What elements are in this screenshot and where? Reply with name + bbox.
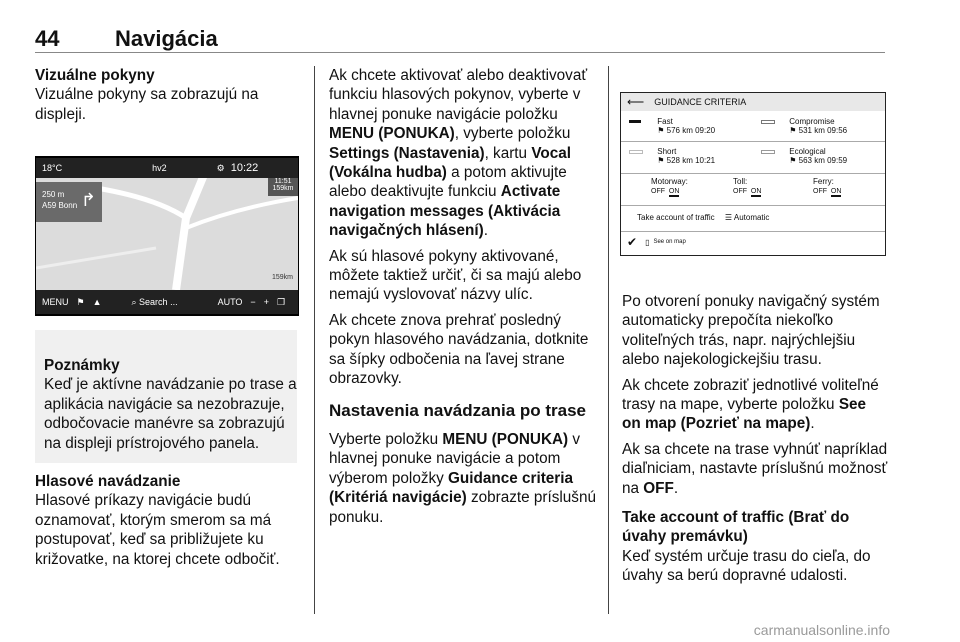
zoom-out-icon[interactable]: − <box>250 297 256 307</box>
page-header <box>35 26 218 52</box>
toll-toggle[interactable]: OFF ON <box>733 188 762 195</box>
heading-visual: Vizuálne pokyny <box>35 67 155 84</box>
motorway-option[interactable] <box>651 177 688 195</box>
route-short-info: ⚑ 528 km 10:21 <box>657 156 716 165</box>
zoom-in-icon[interactable]: + <box>263 297 269 307</box>
route-short-label: Short <box>657 147 677 156</box>
eta-time: 11:51 <box>274 178 292 185</box>
turn-right-icon: ↱ <box>80 190 96 210</box>
layers-icon[interactable]: ❐ <box>276 296 286 307</box>
compass-icon[interactable]: ▲ <box>92 297 102 307</box>
map-icon: ▯ <box>645 237 650 247</box>
note <box>44 356 298 453</box>
remaining-distance: 159km <box>272 274 294 281</box>
gc-bottom-bar <box>627 235 686 249</box>
heading-route-settings: Nastavenia navádzania po trase <box>329 400 587 420</box>
column-3 <box>622 292 888 592</box>
note-text: Keď je aktívne navádzanie po trase a aplikácia navigácie sa nezobrazuje, odbočovacie manévre sa zobrazujú na displeji prístrojového panela. <box>44 376 297 452</box>
gear-icon[interactable]: ⚙ <box>216 162 225 173</box>
turn-distance: 250 m <box>42 190 65 199</box>
divider-1 <box>621 141 885 142</box>
route-compromise-line-icon <box>761 120 775 124</box>
para-traffic: Keď systém určuje trasu do cieľa, do úvahy sa berú dopravné udalosti. <box>622 547 871 585</box>
route-fast-label: Fast <box>657 117 673 126</box>
note-title: Poznámky <box>44 357 120 374</box>
traffic-label: Take account of traffic <box>637 213 715 222</box>
page-number: 44 <box>35 26 60 51</box>
para-activate: Ak chcete aktivovať alebo deaktivovať funkciu hlasových pokynov, vyberte v hlavnej ponuke navigácie položku MENU (PONUKA), vyberte položku Settings (Nastavenia), kartu Vocal (Vokálna hudba) a potom aktivujte alebo deaktivujte funkciu Activate navigation messages (Aktivácia navigačných hlásení). <box>329 67 588 240</box>
voice-section <box>35 472 307 569</box>
eta-distance: 159km <box>272 185 294 192</box>
column-2 <box>329 66 597 533</box>
zoom-auto[interactable]: AUTO <box>217 297 243 307</box>
route-fast-info: ⚑ 576 km 09:20 <box>657 126 716 135</box>
ferry-toggle[interactable]: OFF ON <box>813 188 842 195</box>
para-replay: Ak chcete znova prehrať posledný pokyn hlasového navádzania, dotknite sa šípky odbočenia na ľavej strane obrazovky. <box>329 311 589 388</box>
route-ecological-info: ⚑ 563 km 09:59 <box>789 156 848 165</box>
hv2-label: hv2 <box>152 163 167 173</box>
section-title: Navigácia <box>115 26 218 51</box>
para-recalculate: Po otvorení ponuky navigačný systém automaticky prepočíta niekoľko voliteľných trás, napr. najrýchlejšiu alebo najekologickejšiu trasu. <box>622 293 880 369</box>
menu-button[interactable]: MENU <box>42 297 69 307</box>
route-fast[interactable] <box>629 117 749 135</box>
divider-3 <box>621 205 885 206</box>
traffic-option[interactable] <box>637 213 769 222</box>
para-avoid: Ak sa chcete na trase vyhnúť napríklad diaľniciam, nastavte príslušnú možnosť na OFF. <box>622 440 888 497</box>
guidance-criteria-screen <box>620 92 886 256</box>
gc-title: GUIDANCE CRITERIA <box>654 97 747 107</box>
route-ecological[interactable] <box>761 147 881 165</box>
watermark: carmanualsonline.info <box>753 622 890 638</box>
confirm-check-icon[interactable]: ✔ <box>627 235 638 249</box>
ferry-option[interactable] <box>813 177 841 195</box>
para-guidance: Vyberte položku MENU (PONUKA) v hlavnej ponuke navigácie a potom výberom položky Guidance criteria (Kritériá navigácie) zobrazte príslušnú ponuku. <box>329 430 596 526</box>
column-divider-2 <box>608 66 609 614</box>
column-divider-1 <box>314 66 315 614</box>
route-compromise-label: Compromise <box>789 117 835 126</box>
temperature: 18°C <box>42 163 63 173</box>
gc-title-bar <box>621 93 885 111</box>
header-rule <box>35 52 885 53</box>
search-button[interactable]: ⌕ Search ... <box>131 296 178 307</box>
turn-road: A59 Bonn <box>42 201 78 210</box>
see-on-map-button[interactable]: See on map <box>653 239 686 245</box>
route-ecological-label: Ecological <box>789 147 826 156</box>
para-visual: Vizuálne pokyny sa zobrazujú na displeji. <box>35 86 259 123</box>
route-fast-line-icon <box>629 120 641 123</box>
toll-label: Toll: <box>733 177 748 186</box>
back-arrow-icon[interactable]: ⟵ <box>627 95 645 109</box>
traffic-value: Automatic <box>733 213 770 222</box>
flag-icon[interactable]: ⚑ <box>76 296 85 307</box>
eta-box <box>268 178 298 196</box>
screen1-bottom-bar <box>36 290 298 314</box>
column-1 <box>35 66 303 124</box>
toll-option[interactable] <box>733 177 761 195</box>
para-voice: Hlasové príkazy navigácie budú oznamovať, ktorým smerom sa má postupovať, keď sa približujete ku križovatke, na ktorej chcete odbočiť. <box>35 492 280 568</box>
motorway-toggle[interactable]: OFF ON <box>651 188 680 195</box>
list-icon: ☰ <box>724 213 733 222</box>
route-short[interactable] <box>629 147 749 165</box>
divider-2 <box>621 173 885 174</box>
heading-traffic: Take account of traffic (Brať do úvahy premávku) <box>622 509 850 546</box>
route-short-line-icon <box>629 150 643 154</box>
route-ecological-line-icon <box>761 150 775 154</box>
heading-voice: Hlasové navádzanie <box>35 473 181 490</box>
divider-4 <box>621 231 885 232</box>
screen1-top-bar <box>36 158 298 178</box>
ferry-label: Ferry: <box>813 177 834 186</box>
para-street-names: Ak sú hlasové pokyny aktivované, môžete taktiež určiť, či sa majú alebo nemajú vyslovovať názvy ulíc. <box>329 247 582 304</box>
para-see-map: Ak chcete zobraziť jednotlivé voliteľné trasy na mape, vyberte položku See on map (Pozrieť na mape). <box>622 376 879 433</box>
motorway-label: Motorway: <box>651 177 688 186</box>
route-compromise[interactable] <box>761 117 881 135</box>
clock: 10:22 <box>230 162 259 174</box>
route-compromise-info: ⚑ 531 km 09:56 <box>789 126 848 135</box>
turn-arrow-button[interactable] <box>36 182 102 222</box>
